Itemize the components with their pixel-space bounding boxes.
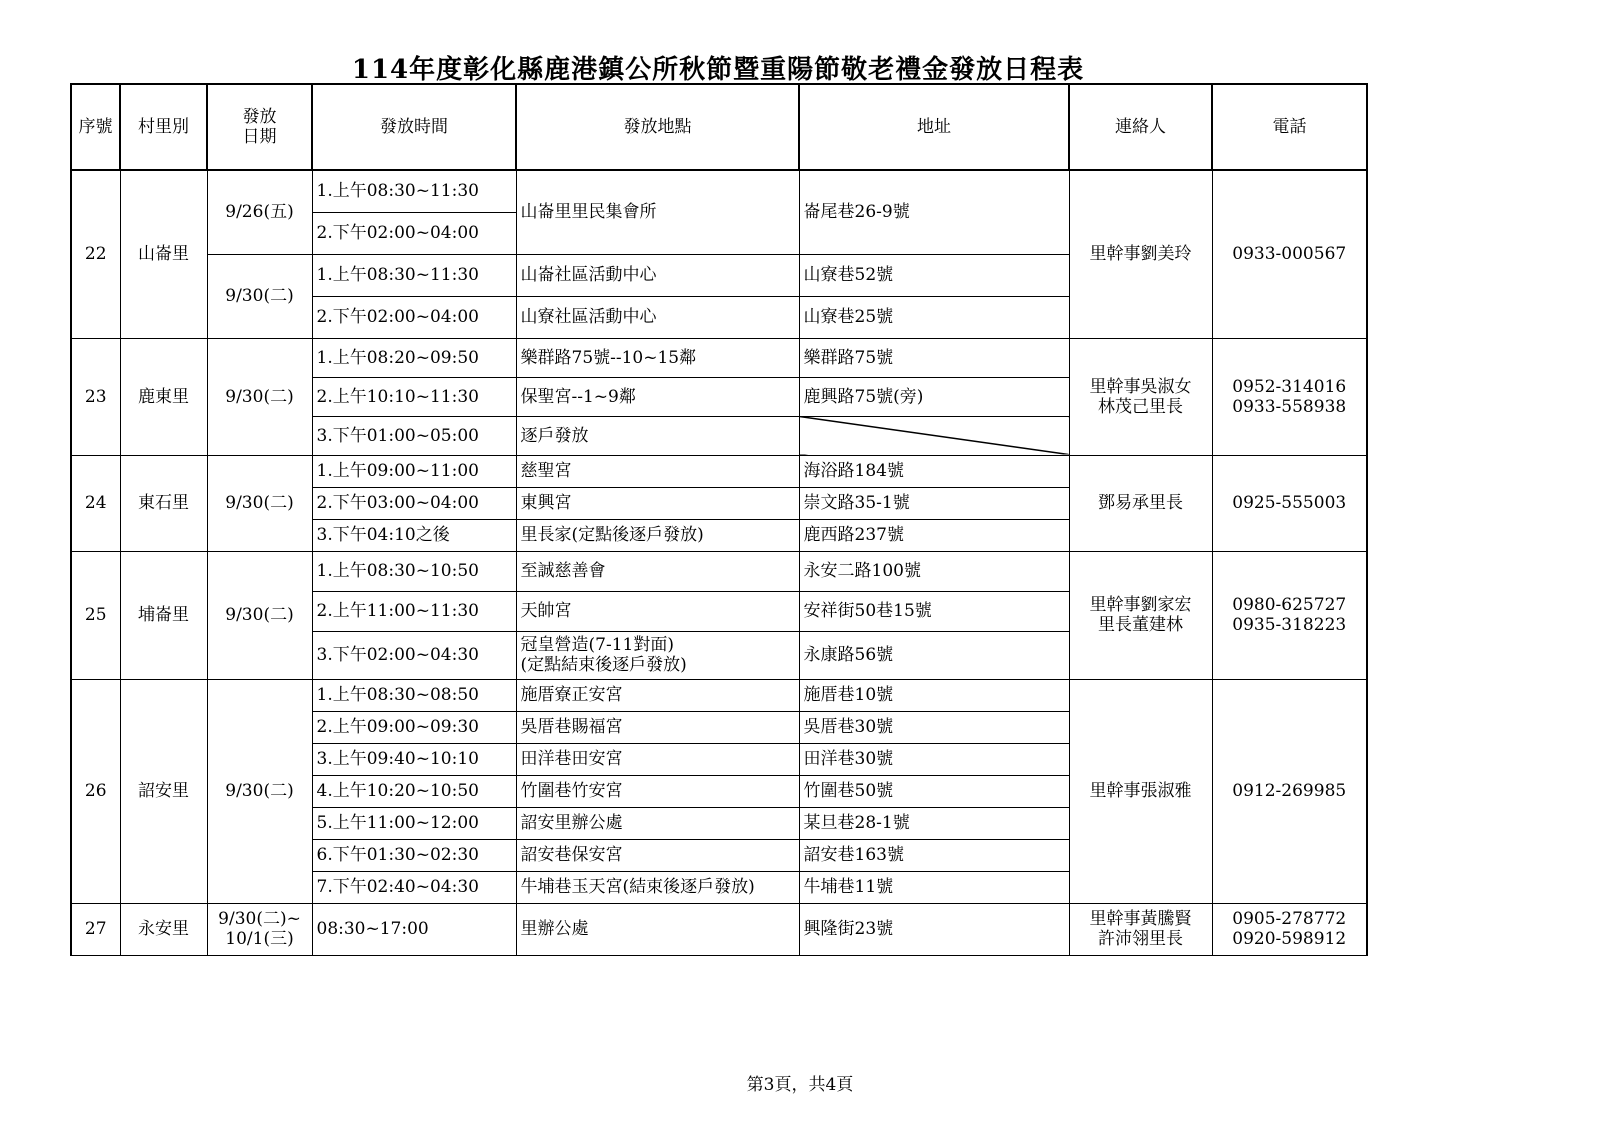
row-place: 里辦公處 <box>516 903 799 955</box>
header-address: 地址 <box>799 84 1069 170</box>
row-time: 5.上午11:00~12:00 <box>312 807 516 839</box>
header-phone: 電話 <box>1212 84 1367 170</box>
header-place: 發放地點 <box>516 84 799 170</box>
phone-line: 0980-625727 <box>1232 595 1347 615</box>
row-address: 興隆街23號 <box>799 903 1069 955</box>
row-time: 2.下午02:00~04:00 <box>312 296 516 338</box>
row-place <box>516 631 799 679</box>
row-phone <box>1212 338 1367 455</box>
row-place: 山崙社區活動中心 <box>516 254 799 296</box>
row-place: 東興宮 <box>516 487 799 519</box>
row-time: 2.上午09:00~09:30 <box>312 711 516 743</box>
header-contact: 連絡人 <box>1069 84 1212 170</box>
table-row <box>71 170 1367 212</box>
place-line: 冠皇營造(7-11對面) <box>520 635 674 655</box>
row-address: 永康路56號 <box>799 631 1069 679</box>
row-address: 竹圍巷50號 <box>799 775 1069 807</box>
row-time: 08:30~17:00 <box>312 903 516 955</box>
date-line: 10/1(三) <box>225 929 294 949</box>
row-date: 9/30(二) <box>207 254 312 338</box>
row-place: 施厝寮正安宮 <box>516 679 799 711</box>
row-date: 9/30(二) <box>207 551 312 679</box>
date-line: 9/30(二)~ <box>218 909 301 929</box>
header-date-line2: 日期 <box>242 127 277 147</box>
row-time: 1.上午08:20~09:50 <box>312 338 516 377</box>
page-number: 第3頁，共4頁 <box>746 1075 854 1095</box>
contact-line: 里長董建林 <box>1098 615 1183 635</box>
row-address: 永安二路100號 <box>799 551 1069 591</box>
row-place: 山崙里里民集會所 <box>516 170 799 254</box>
row-time: 1.上午08:30~11:30 <box>312 254 516 296</box>
row-address: 吳厝巷30號 <box>799 711 1069 743</box>
row-phone <box>1212 551 1367 679</box>
row-no: 23 <box>71 338 120 455</box>
row-address: 山寮巷25號 <box>799 296 1069 338</box>
phone-line: 0933-558938 <box>1232 396 1347 417</box>
row-time: 1.上午08:30~11:30 <box>312 170 516 212</box>
row-time: 2.上午11:00~11:30 <box>312 591 516 631</box>
row-place: 山寮社區活動中心 <box>516 296 799 338</box>
row-contact: 鄧易承里長 <box>1069 455 1212 551</box>
row-place: 竹圍巷竹安宮 <box>516 775 799 807</box>
row-village: 埔崙里 <box>120 551 207 679</box>
row-place: 樂群路75號--10~15鄰 <box>516 338 799 377</box>
row-place: 里長家(定點後逐戶發放) <box>516 519 799 551</box>
row-no: 24 <box>71 455 120 551</box>
row-phone: 0933-000567 <box>1212 170 1367 338</box>
row-time: 3.下午01:00~05:00 <box>312 416 516 455</box>
row-time: 6.下午01:30~02:30 <box>312 839 516 871</box>
row-date: 9/30(二) <box>207 338 312 455</box>
row-address: 詔安巷163號 <box>799 839 1069 871</box>
phone-line: 0952-314016 <box>1232 376 1347 397</box>
row-address: 田洋巷30號 <box>799 743 1069 775</box>
row-phone: 0912-269985 <box>1212 679 1367 903</box>
row-date: 9/30(二) <box>207 455 312 551</box>
table-row <box>71 338 1367 377</box>
row-address: 崇文路35-1號 <box>799 487 1069 519</box>
row-date: 9/26(五) <box>207 170 312 254</box>
row-place: 吳厝巷賜福宮 <box>516 711 799 743</box>
row-contact: 里幹事劉美玲 <box>1069 170 1212 338</box>
phone-line: 0920-598912 <box>1232 929 1347 949</box>
row-address: 海浴路184號 <box>799 455 1069 487</box>
row-phone: 0925-555003 <box>1212 455 1367 551</box>
header-village: 村里別 <box>120 84 207 170</box>
row-address: 施厝巷10號 <box>799 679 1069 711</box>
contact-line: 林茂己里長 <box>1098 396 1183 417</box>
row-place: 田洋巷田安宮 <box>516 743 799 775</box>
row-no: 26 <box>71 679 120 903</box>
row-contact <box>1069 551 1212 679</box>
row-time: 1.上午09:00~11:00 <box>312 455 516 487</box>
row-address: 安祥街50巷15號 <box>799 591 1069 631</box>
row-village: 永安里 <box>120 903 207 955</box>
contact-line: 許沛翎里長 <box>1098 929 1183 949</box>
row-no: 22 <box>71 170 120 338</box>
row-place: 慈聖宮 <box>516 455 799 487</box>
row-address: 樂群路75號 <box>799 338 1069 377</box>
row-address-empty-diagonal <box>799 416 1069 455</box>
phone-line: 0905-278772 <box>1232 909 1347 929</box>
row-time: 2.下午03:00~04:00 <box>312 487 516 519</box>
row-time: 1.上午08:30~10:50 <box>312 551 516 591</box>
row-village: 東石里 <box>120 455 207 551</box>
table-row <box>71 455 1367 487</box>
row-place: 詔安里辦公處 <box>516 807 799 839</box>
table-row <box>71 903 1367 955</box>
row-time: 2.上午10:10~11:30 <box>312 377 516 416</box>
table-row <box>71 551 1367 591</box>
row-place: 詔安巷保安宮 <box>516 839 799 871</box>
header-date-line1: 發放 <box>242 107 277 127</box>
row-address: 某旦巷28-1號 <box>799 807 1069 839</box>
row-address: 崙尾巷26-9號 <box>799 170 1069 254</box>
row-date: 9/30(二) <box>207 679 312 903</box>
header-date <box>207 84 312 170</box>
header-no: 序號 <box>71 84 120 170</box>
row-place: 牛埔巷玉天宮(結束後逐戶發放) <box>516 871 799 903</box>
row-place: 保聖宮--1~9鄰 <box>516 377 799 416</box>
row-place: 至誠慈善會 <box>516 551 799 591</box>
row-place: 天帥宮 <box>516 591 799 631</box>
row-village: 詔安里 <box>120 679 207 903</box>
header-time: 發放時間 <box>312 84 516 170</box>
row-time: 1.上午08:30~08:50 <box>312 679 516 711</box>
row-time: 2.下午02:00~04:00 <box>312 212 516 254</box>
contact-line: 里幹事黃騰賢 <box>1089 909 1192 929</box>
row-time: 3.下午02:00~04:30 <box>312 631 516 679</box>
row-village: 鹿東里 <box>120 338 207 455</box>
header-row <box>71 84 1367 170</box>
place-line: (定點結束後逐戶發放) <box>520 655 687 675</box>
row-time: 4.上午10:20~10:50 <box>312 775 516 807</box>
row-contact <box>1069 903 1212 955</box>
contact-line: 里幹事吳淑女 <box>1089 376 1192 397</box>
document-title: 114年度彰化縣鹿港鎮公所秋節暨重陽節敬老禮金發放日程表 <box>351 55 1085 85</box>
row-village: 山崙里 <box>120 170 207 338</box>
row-contact <box>1069 338 1212 455</box>
row-contact: 里幹事張淑雅 <box>1069 679 1212 903</box>
row-address: 鹿西路237號 <box>799 519 1069 551</box>
row-date <box>207 903 312 955</box>
row-time: 3.下午04:10之後 <box>312 519 516 551</box>
phone-line: 0935-318223 <box>1232 615 1347 635</box>
row-address: 鹿興路75號(旁) <box>799 377 1069 416</box>
row-no: 27 <box>71 903 120 955</box>
row-no: 25 <box>71 551 120 679</box>
row-time: 7.下午02:40~04:30 <box>312 871 516 903</box>
table-row <box>71 679 1367 711</box>
row-address: 牛埔巷11號 <box>799 871 1069 903</box>
row-address: 山寮巷52號 <box>799 254 1069 296</box>
row-phone <box>1212 903 1367 955</box>
schedule-table <box>70 83 1368 956</box>
row-place: 逐戶發放 <box>516 416 799 455</box>
row-time: 3.上午09:40~10:10 <box>312 743 516 775</box>
contact-line: 里幹事劉家宏 <box>1089 595 1192 615</box>
